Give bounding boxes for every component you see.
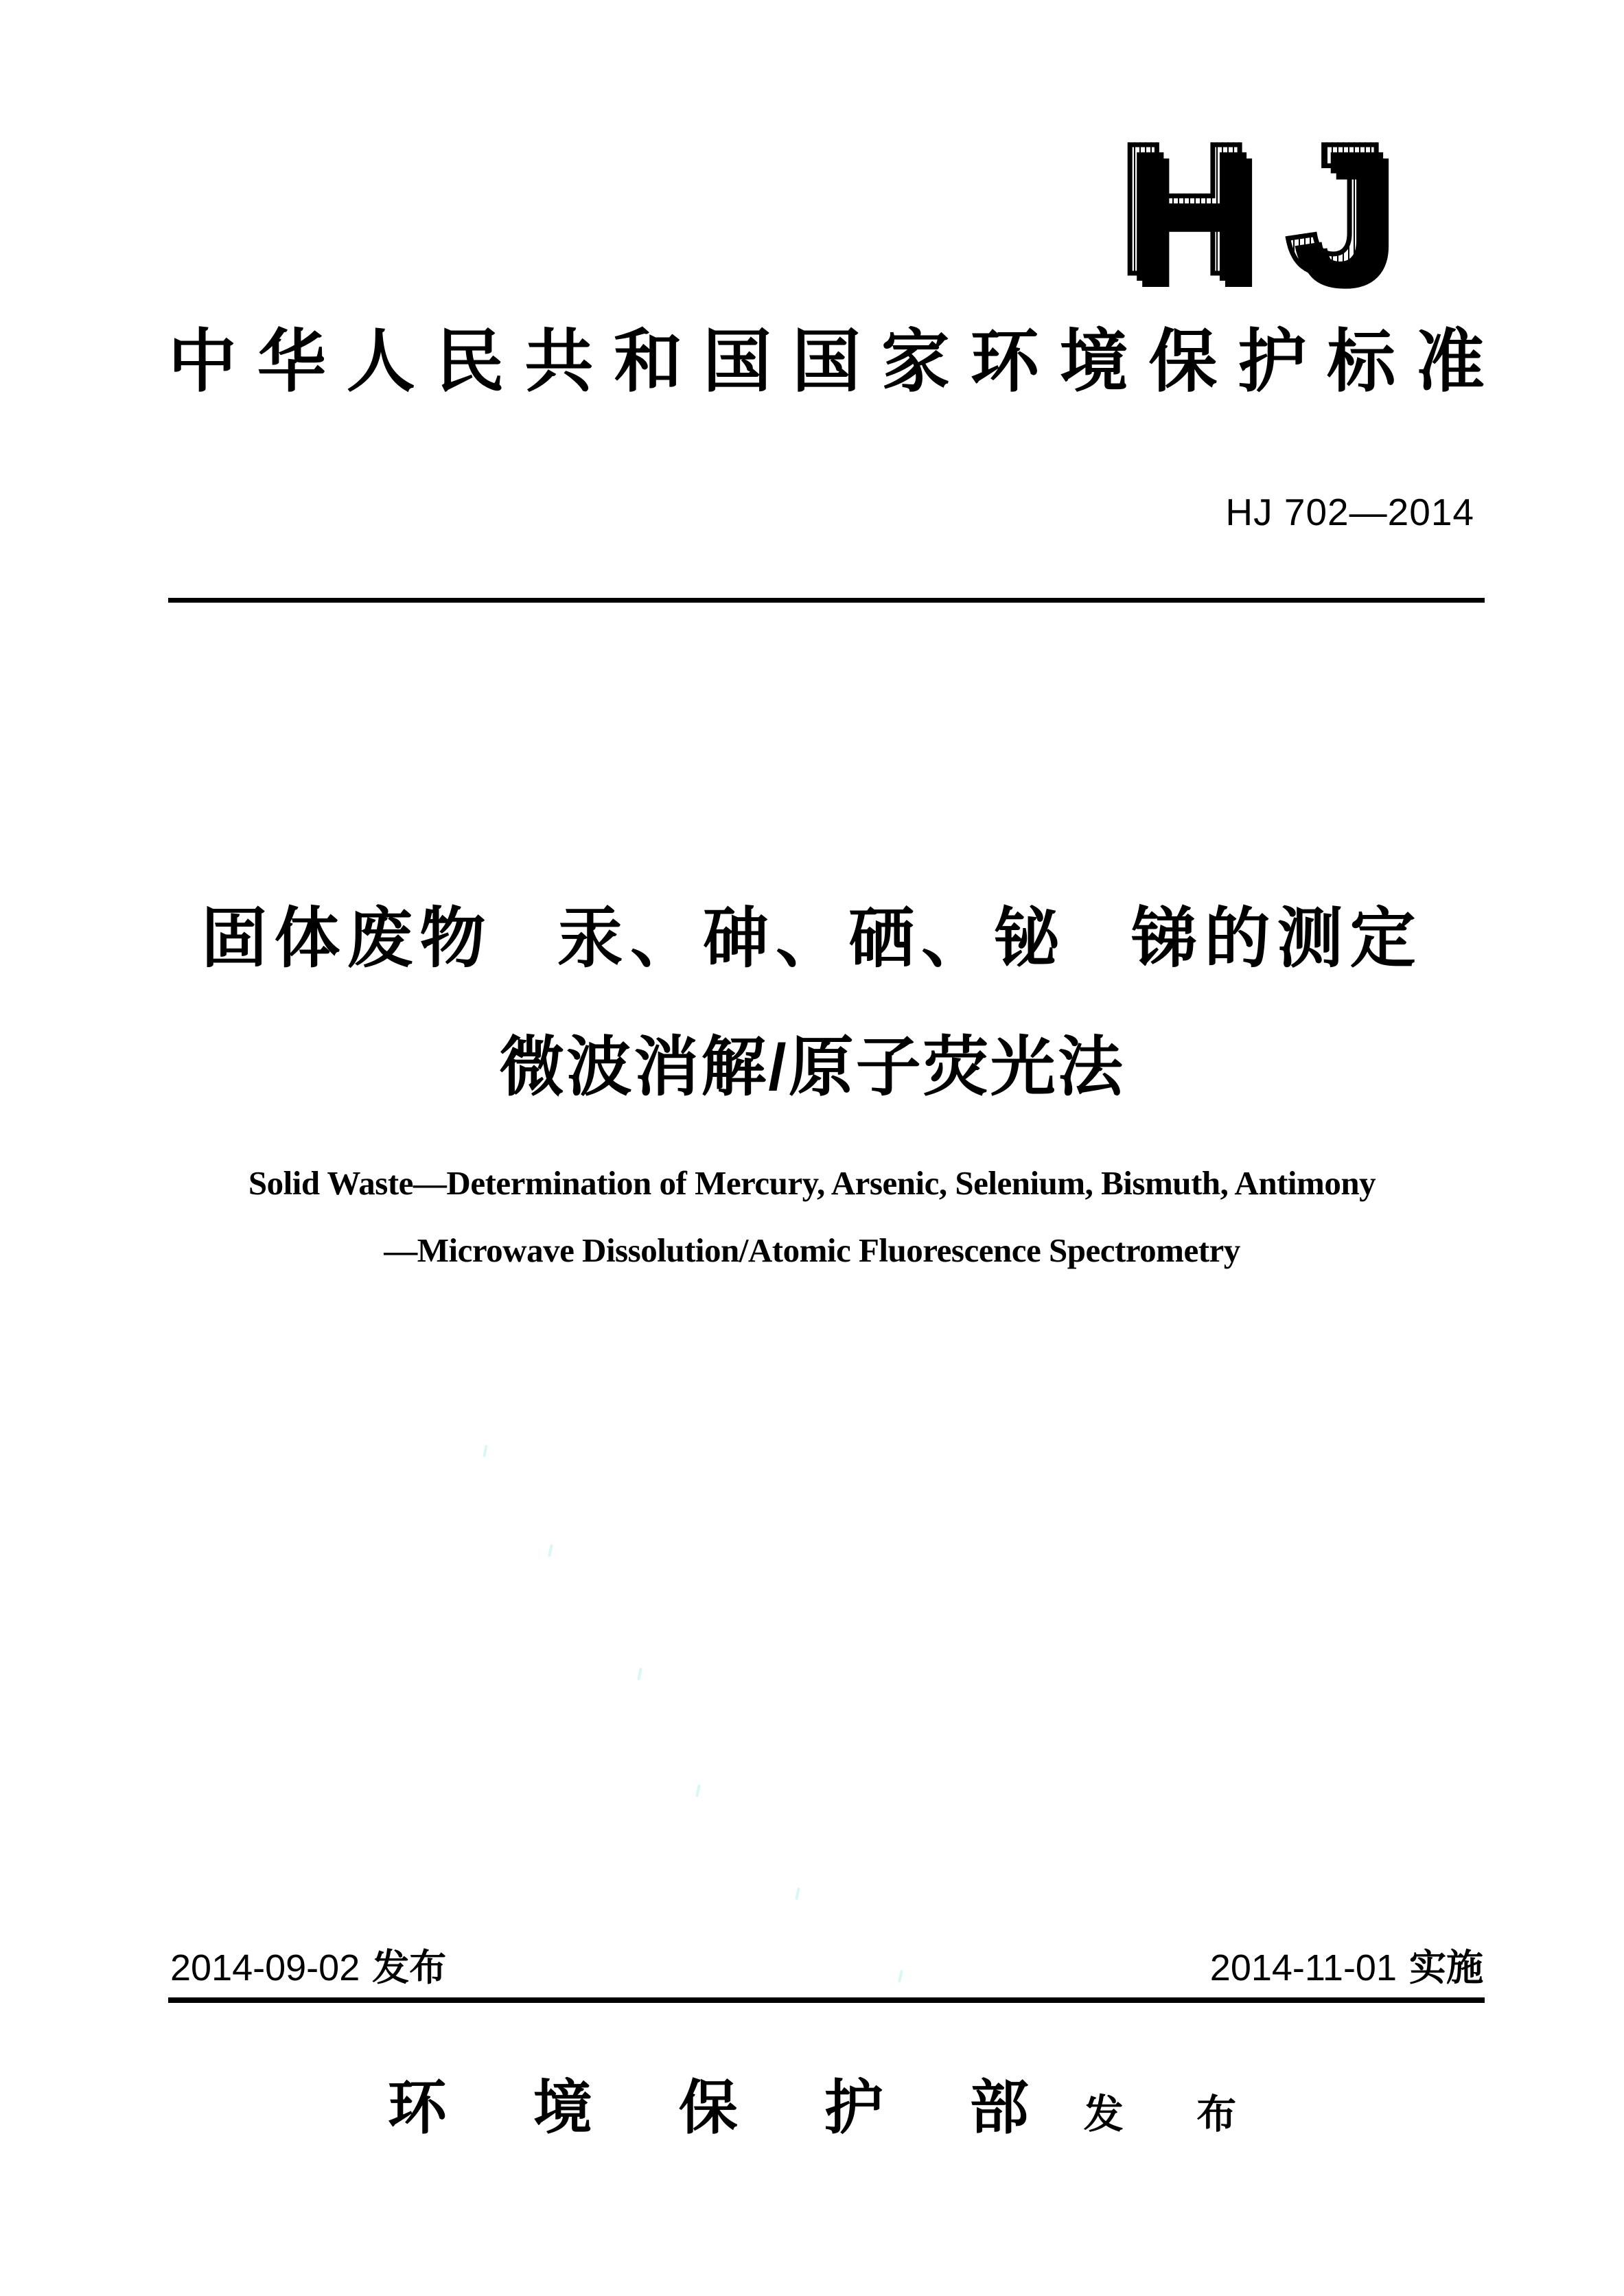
hj-logo: HJ	[1117, 104, 1422, 313]
scan-artifact	[483, 1445, 488, 1457]
national-standard-title: 中华人民共和国国家环境保护标准	[168, 324, 1485, 400]
scan-artifact	[695, 1785, 701, 1797]
scan-artifact	[637, 1668, 642, 1680]
document-title-cn-line2: 微波消解/原子荧光法	[499, 1031, 1125, 1104]
scan-artifact	[795, 1888, 800, 1900]
issue-date-label: 发布	[372, 1947, 447, 1988]
footer-divider-rule	[168, 1997, 1485, 2003]
implementation-date-block	[1210, 1948, 1483, 1988]
issuer-action-label: 发 布	[1083, 2092, 1268, 2137]
document-title-en-line1: Solid Waste—Determination of Mercury, Arsenic, Selenium, Bismuth, Antimony	[248, 1164, 1376, 1202]
implementation-date: 2014-11-01	[1209, 1947, 1397, 1988]
issue-date: 2014-09-02	[170, 1947, 360, 1988]
issuer-line	[0, 2075, 1624, 2141]
issue-date-block	[170, 1948, 446, 1988]
implementation-date-label: 实施	[1409, 1947, 1483, 1988]
scan-artifact	[548, 1544, 553, 1557]
issuer-name: 环境保护部	[387, 2075, 1115, 2141]
header-divider-rule	[168, 598, 1485, 603]
scan-artifact	[898, 1970, 903, 1982]
document-title-en-line2: —Microwave Dissolution/Atomic Fluorescence Spectrometry	[384, 1231, 1240, 1269]
standard-number: HJ 702—2014	[1225, 491, 1474, 533]
document-title-cn-line1: 固体废物 汞、砷、硒、铋 锑的测定	[201, 902, 1423, 975]
